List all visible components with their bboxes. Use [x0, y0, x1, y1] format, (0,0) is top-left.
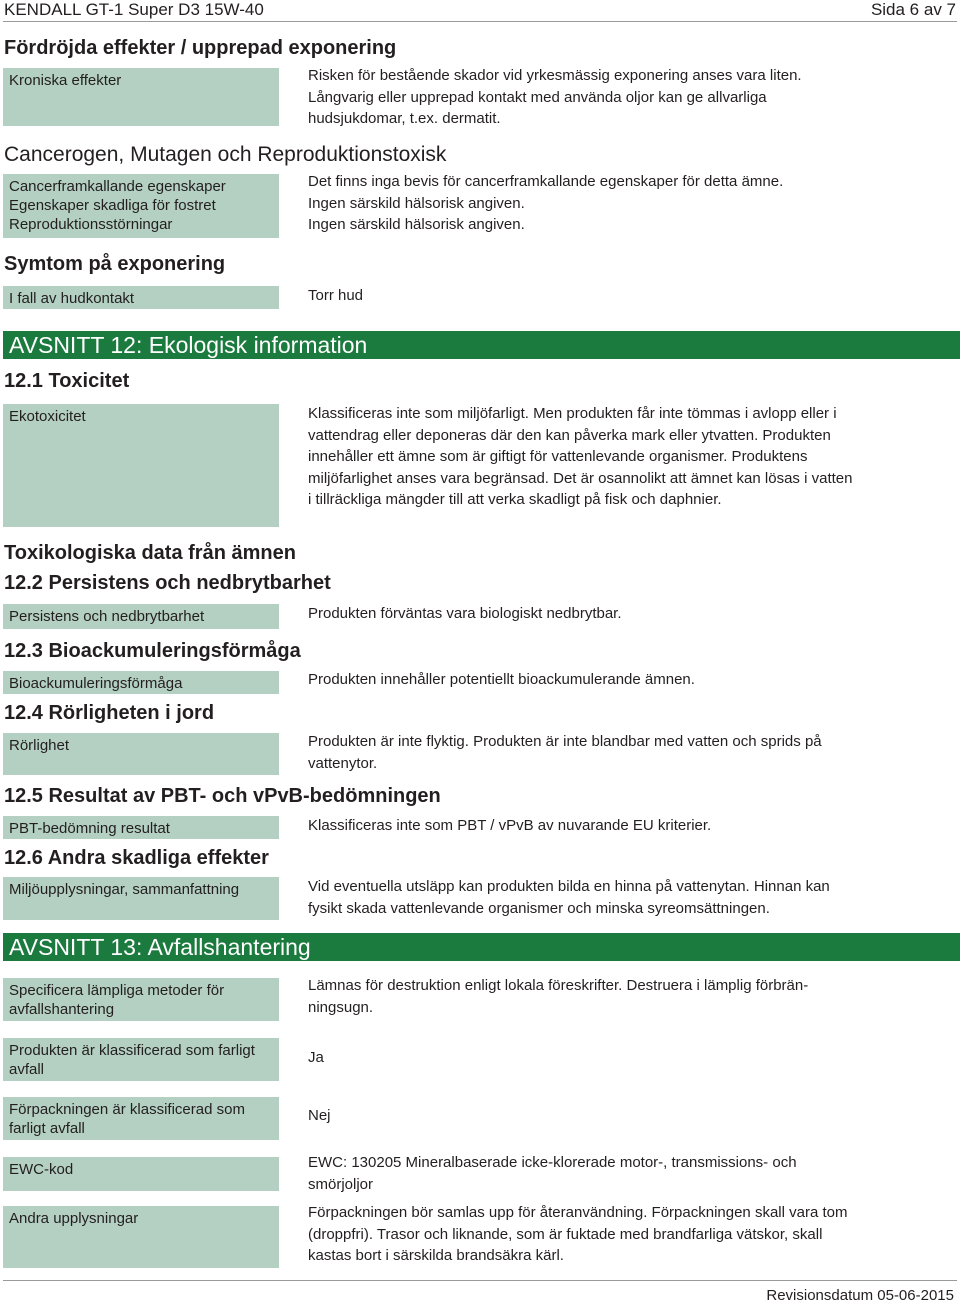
cmr-label-fetal: Egenskaper skadliga för fostret	[9, 197, 216, 214]
bioaccumulation-label: Bioackumuleringsförmåga	[3, 671, 279, 694]
bioaccumulation-heading: 12.3 Bioackumuleringsförmåga	[4, 640, 301, 662]
ecotoxicity-label: Ekotoxicitet	[3, 404, 279, 527]
other-info-label: Andra upplysningar	[3, 1206, 279, 1268]
hazardous-product-text: Ja	[308, 1049, 324, 1066]
mobility-heading: 12.4 Rörligheten i jord	[4, 702, 215, 724]
footer-divider	[3, 1280, 957, 1281]
pbt-label: PBT-bedömning resultat	[3, 816, 279, 839]
cmr-value-fetal: Ingen särskild hälsorisk angiven.	[308, 194, 525, 212]
delayed-effects-heading: Fördröjda effekter / upprepad exponering	[4, 37, 397, 59]
hazardous-packaging-label: Förpackningen är klassificerad som farligt avfall	[3, 1097, 279, 1140]
hazardous-packaging-text: Nej	[308, 1107, 331, 1124]
cmr-label-reproductive: Reproduktionsstörningar	[9, 216, 173, 233]
persistence-text: Produkten förväntas vara biologiskt nedbrytbar.	[308, 605, 622, 622]
toxicity-heading: 12.1 Toxicitet	[4, 370, 130, 392]
header-divider	[3, 21, 957, 22]
hazardous-product-label: Produkten är klassificerad som farligt avfall	[3, 1038, 279, 1081]
cmr-labels-block	[3, 174, 279, 238]
environment-summary-text: Vid eventuella utsläpp kan produkten bilda en hinna på vattenytan. Hinnan kan fysikt skada vattenlevande organismer och minska syreomsättningen.	[308, 878, 830, 917]
revision-date: Revisionsdatum 05-06-2015	[766, 1287, 954, 1304]
section-12-band: AVSNITT 12: Ekologisk information	[3, 331, 960, 359]
cmr-value-carcinogenic: Det finns inga bevis för cancerframkallande egenskaper för detta ämne.	[308, 173, 784, 190]
waste-methods-label: Specificera lämpliga metoder för avfallshantering	[3, 978, 279, 1021]
page-number: Sida 6 av 7	[870, 0, 956, 19]
section-13-band: AVSNITT 13: Avfallshantering	[3, 933, 960, 961]
pbt-heading: 12.5 Resultat av PBT- och vPvB-bedömningen	[4, 785, 441, 807]
ecotoxicity-text: Klassificeras inte som miljöfarligt. Men produkten får inte tömmas i avlopp eller i vattendrag eller deponeras där den kan påverka mark eller ytvatten. Produkten innehåller ett ämne som är giftigt för vattenlevande organismer. Produktens miljöfarlighet anses vara begränsad. Det är osannolikt att ämnet kan lösas i vatten i tillräckliga mängder till att verka skadligt på fisk och daphnier.	[308, 405, 853, 508]
persistence-label: Persistens och nedbrytbarhet	[3, 604, 279, 629]
mobility-label: Rörlighet	[3, 733, 279, 775]
toxicological-data-heading: Toxikologiska data från ämnen	[4, 542, 296, 564]
environment-summary-label: Miljöupplysningar, sammanfattning	[3, 877, 279, 920]
chronic-effects-label: Kroniska effekter	[3, 68, 279, 126]
cmr-label-carcinogenic: Cancerframkallande egenskaper	[9, 178, 226, 195]
persistence-heading: 12.2 Persistens och nedbrytbarhet	[4, 572, 331, 594]
skin-contact-label: I fall av hudkontakt	[3, 286, 279, 309]
mobility-text: Produkten är inte flyktig. Produkten är inte blandbar med vatten och sprids på vattenytor.	[308, 733, 822, 772]
other-effects-heading: 12.6 Andra skadliga effekter	[4, 847, 269, 869]
pbt-text: Klassificeras inte som PBT / vPvB av nuvarande EU kriterier.	[308, 817, 712, 834]
bioaccumulation-text: Produkten innehåller potentiellt bioackumulerande ämnen.	[308, 671, 695, 688]
document-header-product: KENDALL GT-1 Super D3 15W-40	[4, 0, 264, 19]
ewc-code-label: EWC-kod	[3, 1157, 279, 1191]
chronic-effects-text: Risken för bestående skador vid yrkesmässig exponering anses vara liten. Långvarig eller upprepad kontakt med använda oljor kan ge allvarliga hudsjukdomar, t.ex. dermatit.	[308, 67, 802, 127]
cmr-heading: Cancerogen, Mutagen och Reproduktionstoxisk	[4, 143, 447, 166]
cmr-values-block	[308, 171, 853, 236]
other-info-text: Förpackningen bör samlas upp för återanvändning. Förpackningen skall vara tom (droppfri). Trasor och liknande, som är fuktade med brandfarliga vätskor, skall kastas bort i särskilda brandsäkra kärl.	[308, 1204, 848, 1264]
cmr-value-reproductive: Ingen särskild hälsorisk angiven.	[308, 216, 525, 233]
symptoms-heading: Symtom på exponering	[4, 253, 226, 275]
ewc-code-text: EWC: 130205 Mineralbaserade icke-klorerade motor-, transmissions- och smörjoljor	[308, 1154, 797, 1193]
waste-methods-text: Lämnas för destruktion enligt lokala föreskrifter. Destruera i lämplig förbrän-ningsugn.	[308, 977, 809, 1016]
skin-contact-text: Torr hud	[308, 287, 364, 304]
